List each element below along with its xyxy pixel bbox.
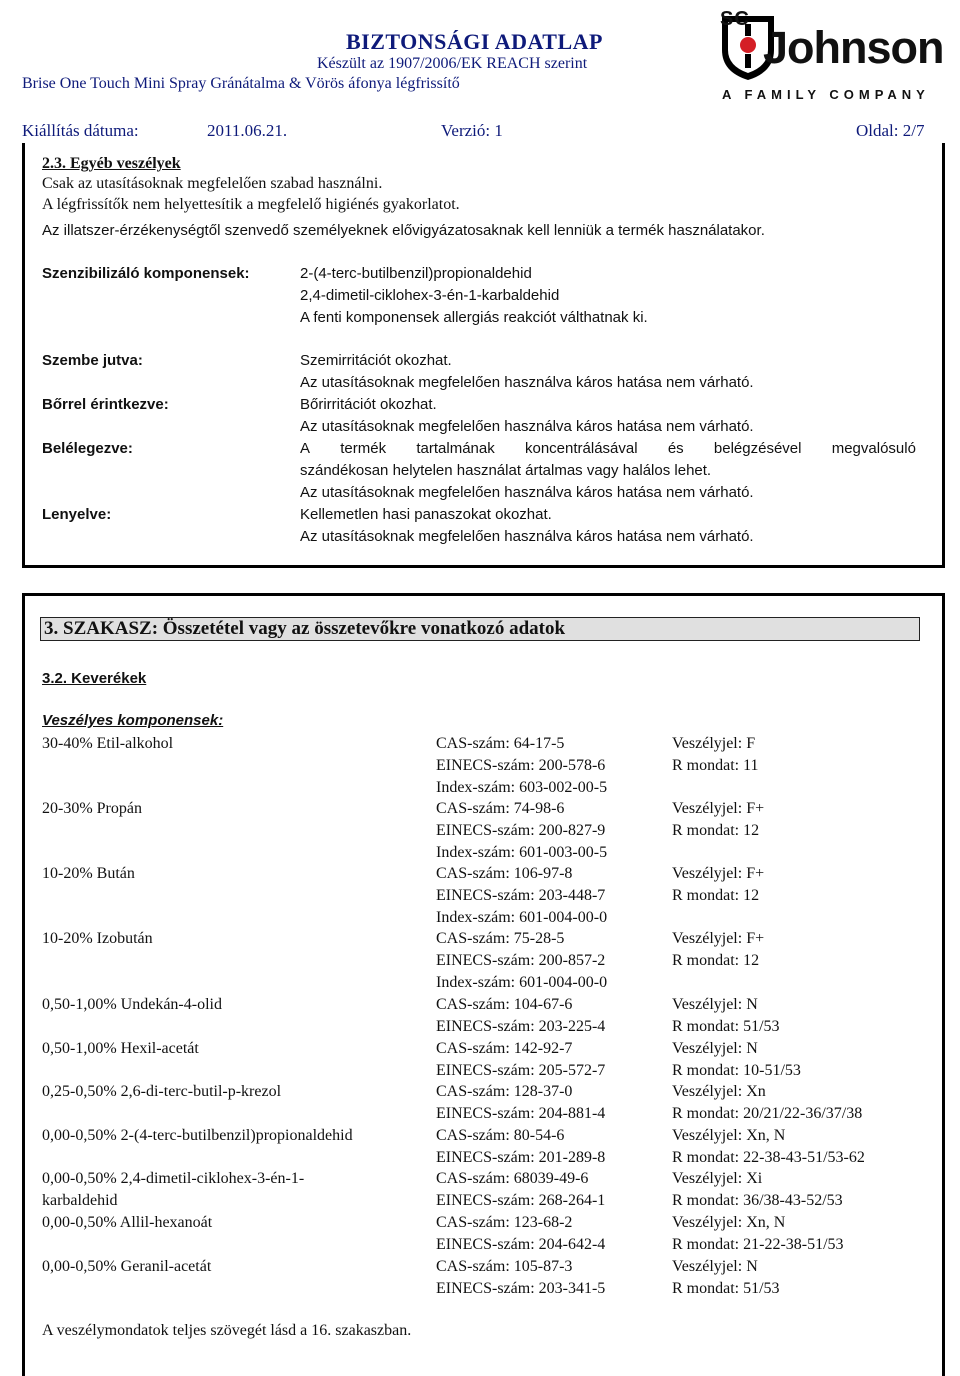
component-identifier: CAS-szám: 64-17-5 [436,735,565,752]
component-hazard: Veszélyjel: Xn, N [672,1214,786,1231]
component-hazard: Veszélyjel: N [672,1258,758,1275]
component-identifier: Index-szám: 601-004-00-0 [436,909,608,926]
component-identifier: Index-szám: 601-004-00-0 [436,974,608,991]
component-identifier: EINECS-szám: 203-341-5 [436,1280,606,1297]
component-identifier: CAS-szám: 104-67-6 [436,996,573,1013]
section-2-3-heading: 2.3. Egyéb veszélyek [42,155,181,172]
component-hazard: Veszélyjel: N [672,996,758,1013]
component-identifier: EINECS-szám: 205-572-7 [436,1062,606,1079]
component-name: 0,50-1,00% Undekán-4-olid [42,996,222,1013]
component-hazard: R mondat: 51/53 [672,1280,780,1297]
inhalation-label: Belélegezve: [42,440,133,457]
component-hazard: Veszélyjel: N [672,1040,758,1057]
component-name: 10-20% Izobután [42,930,153,947]
sensitizing-label: Szenzibilizáló komponensek: [42,265,250,282]
component-hazard: R mondat: 10-51/53 [672,1062,801,1079]
component-hazard: R mondat: 20/21/22-36/37/38 [672,1105,863,1122]
sensitizing-line: A fenti komponensek allergiás reakciót válthatnak ki. [300,309,648,326]
sensitizing-line: 2,4-dimetil-ciklohex-3-én-1-karbaldehid [300,287,560,304]
component-hazard: Veszélyjel: Xi [672,1170,763,1187]
hazardous-components-heading: Veszélyes komponensek: [42,712,224,729]
component-identifier: CAS-szám: 74-98-6 [436,800,565,817]
component-hazard: R mondat: 12 [672,952,760,969]
component-hazard: Veszélyjel: F+ [672,865,765,882]
version: Verzió: 1 [441,121,503,140]
component-hazard: Veszélyjel: F+ [672,800,765,817]
inhalation-word: és [667,440,684,457]
inhalation-line: szándékosan helytelen használat ártalmas vagy halálos lehet. [300,462,712,479]
skin-line: Az utasításoknak megfelelően használva káros hatása nem várható. [300,418,754,435]
skin-line: Bőrirritációt okozhat. [300,396,437,413]
component-name: 20-30% Propán [42,800,142,817]
component-name: 10-20% Bután [42,865,135,882]
component-name: 0,00-0,50% 2,4-dimetil-ciklohex-3-én-1- [42,1170,305,1187]
component-hazard: R mondat: 12 [672,887,760,904]
inhalation-word: megvalósuló [831,440,916,457]
component-name: 0,25-0,50% 2,6-di-terc-butil-p-krezol [42,1083,282,1100]
component-identifier: CAS-szám: 128-37-0 [436,1083,573,1100]
ingestion-line: Kellemetlen hasi panaszokat okozhat. [300,506,552,523]
component-name: 0,00-0,50% 2-(4-terc-butilbenzil)propionaldehid [42,1127,353,1144]
issue-date-label: Kiállítás dátuma: [22,121,139,140]
product-name: Brise One Touch Mini Spray Gránátalma & Vörös áfonya légfrissítő [22,75,460,92]
mixtures-heading: 3.2. Keverékek [42,670,147,687]
eye-label: Szembe jutva: [42,352,143,369]
component-identifier: EINECS-szám: 200-857-2 [436,952,606,969]
component-hazard: R mondat: 22-38-43-51/53-62 [672,1149,865,1166]
inhalation-word: tartalmának [416,440,495,457]
logo-sc-text: SC [720,8,750,30]
component-identifier: EINECS-szám: 200-827-9 [436,822,606,839]
skin-label: Bőrrel érintkezve: [42,396,169,413]
component-hazard: Veszélyjel: F+ [672,930,765,947]
component-identifier: EINECS-szám: 204-642-4 [436,1236,606,1253]
section-3-title: 3. SZAKASZ: Összetétel vagy az összetevőkre vonatkozó adatok [40,617,920,641]
component-identifier: Index-szám: 603-002-00-5 [436,779,608,796]
sc-johnson-logo [718,10,944,110]
ingestion-line: Az utasításoknak megfelelően használva káros hatása nem várható. [300,528,754,545]
inhalation-word: koncentrálásával [524,440,638,457]
inhalation-word: termék [340,440,387,457]
component-name: 0,00-0,50% Geranil-acetát [42,1258,212,1275]
inhalation-justified-line [300,440,916,457]
component-name: karbaldehid [42,1192,118,1209]
component-identifier: EINECS-szám: 268-264-1 [436,1192,606,1209]
info-line: A légfrissítők nem helyettesítik a megfelelő higiénés gyakorlatot. [42,196,460,213]
component-identifier: CAS-szám: 106-97-8 [436,865,573,882]
document-subtitle: Készült az 1907/2006/EK REACH szerint [317,55,588,72]
logo-tagline: A FAMILY COMPANY [722,87,930,102]
eye-line: Az utasításoknak megfelelően használva káros hatása nem várható. [300,374,754,391]
component-hazard: R mondat: 51/53 [672,1018,780,1035]
component-name: 0,50-1,00% Hexil-acetát [42,1040,199,1057]
component-identifier: CAS-szám: 142-92-7 [436,1040,573,1057]
component-hazard: Veszélyjel: F [672,735,756,752]
component-hazard: R mondat: 11 [672,757,759,774]
inhalation-line: Az utasításoknak megfelelően használva káros hatása nem várható. [300,484,754,501]
ingestion-label: Lenyelve: [42,506,112,523]
component-identifier: CAS-szám: 68039-49-6 [436,1170,589,1187]
page-number: Oldal: 2/7 [856,121,925,140]
component-identifier: CAS-szám: 75-28-5 [436,930,565,947]
sensitizing-line: 2-(4-terc-butilbenzil)propionaldehid [300,265,532,282]
inhalation-word: A [300,440,311,457]
inhalation-word: belégzésével [713,440,802,457]
document-title: BIZTONSÁGI ADATLAP [346,29,603,54]
eye-line: Szemirritációt okozhat. [300,352,452,369]
logo-johnson-text: Johnson [763,22,944,73]
component-hazard: Veszélyjel: Xn [672,1083,766,1100]
component-name: 0,00-0,50% Allil-hexanoát [42,1214,213,1231]
component-identifier: CAS-szám: 105-87-3 [436,1258,573,1275]
component-identifier: Index-szám: 601-003-00-5 [436,844,608,861]
component-hazard: Veszélyjel: Xn, N [672,1127,786,1144]
component-hazard: R mondat: 21-22-38-51/53 [672,1236,844,1253]
component-identifier: EINECS-szám: 204-881-4 [436,1105,606,1122]
component-hazard: R mondat: 12 [672,822,760,839]
component-identifier: EINECS-szám: 203-225-4 [436,1018,606,1035]
issue-date: 2011.06.21. [207,121,288,140]
component-identifier: EINECS-szám: 200-578-6 [436,757,606,774]
component-identifier: CAS-szám: 123-68-2 [436,1214,573,1231]
footnote: A veszélymondatok teljes szövegét lásd a 16. szakaszban. [42,1322,412,1339]
component-identifier: EINECS-szám: 201-289-8 [436,1149,606,1166]
component-name: 30-40% Etil-alkohol [42,735,174,752]
component-hazard: R mondat: 36/38-43-52/53 [672,1192,843,1209]
component-identifier: CAS-szám: 80-54-6 [436,1127,565,1144]
component-identifier: EINECS-szám: 203-448-7 [436,887,606,904]
info-line: Csak az utasításoknak megfelelően szabad használni. [42,175,383,192]
info-line: Az illatszer-érzékenységtől szenvedő személyeknek elővigyázatosaknak kell lenniük a termék használatakor. [42,222,765,239]
